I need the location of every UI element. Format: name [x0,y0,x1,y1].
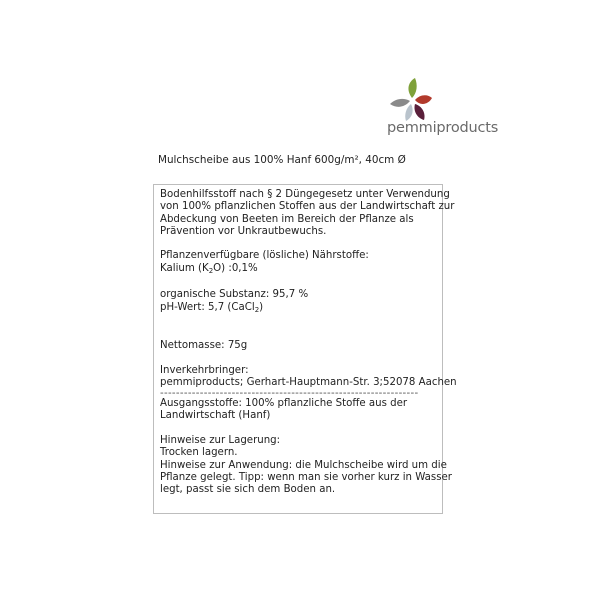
product-title: Mulchscheibe aus 100% Hanf 600g/m², 40cm Ø [158,154,406,166]
organic-substance: organische Substanz: 95,7 % [160,289,309,301]
light-leaf-icon [405,104,412,121]
ph-value: pH-Wert: 5,7 (CaCl$_2$) [160,301,264,314]
separator-line: ----------------------------------------------------------------- [160,389,419,399]
storage-text: Trocken lagern. [160,447,238,459]
brand-logo-icon [384,76,464,126]
source-line-2: Landwirtschaft (Hanf) [160,410,271,422]
brand-name: pemmiproducts [387,120,499,136]
label-box [153,184,457,514]
intro-line-2: von 100% pflanzlichen Stoffen aus der Landwirtschaft zur [160,201,455,213]
usage-line-1: Hinweise zur Anwendung: die Mulchscheibe wird um die [160,459,447,471]
distributor-heading: Inverkehrbringer: [160,364,249,376]
usage-line-3: legt, passt sie sich dem Boden an. [160,484,336,496]
kalium-value: Kalium $(K_2O)$ :0,1% [160,262,258,275]
intro-line-3: Abdeckung von Beeten im Bereich der Pflanze als [160,213,414,225]
usage-line-2: Pflanze gelegt. Tipp: wenn man sie vorher kurz in Wasser [160,471,452,483]
distributor-address: pemmiproducts; Gerhart-Hauptmann-Str. 3;52078 Aachen [160,376,457,388]
purple-leaf-icon [414,104,424,120]
nutrients-heading: Pflanzenverfügbare (lösliche) Nährstoffe: [160,250,369,262]
intro-line-1: Bodenhilfsstoff nach § 2 Düngegesetz unter Verwendung [160,189,450,200]
storage-heading: Hinweise zur Lagerung: [160,435,281,447]
source-line-1: Ausgangsstoffe: 100% pflanzliche Stoffe aus der [160,398,408,410]
red-leaf-icon [415,95,432,104]
green-leaf-icon [408,78,416,98]
grey-leaf-icon [390,99,410,107]
intro-line-4: Prävention vor Unkrautbewuchs. [160,225,327,237]
net-mass: Nettomasse: 75g [160,339,248,351]
